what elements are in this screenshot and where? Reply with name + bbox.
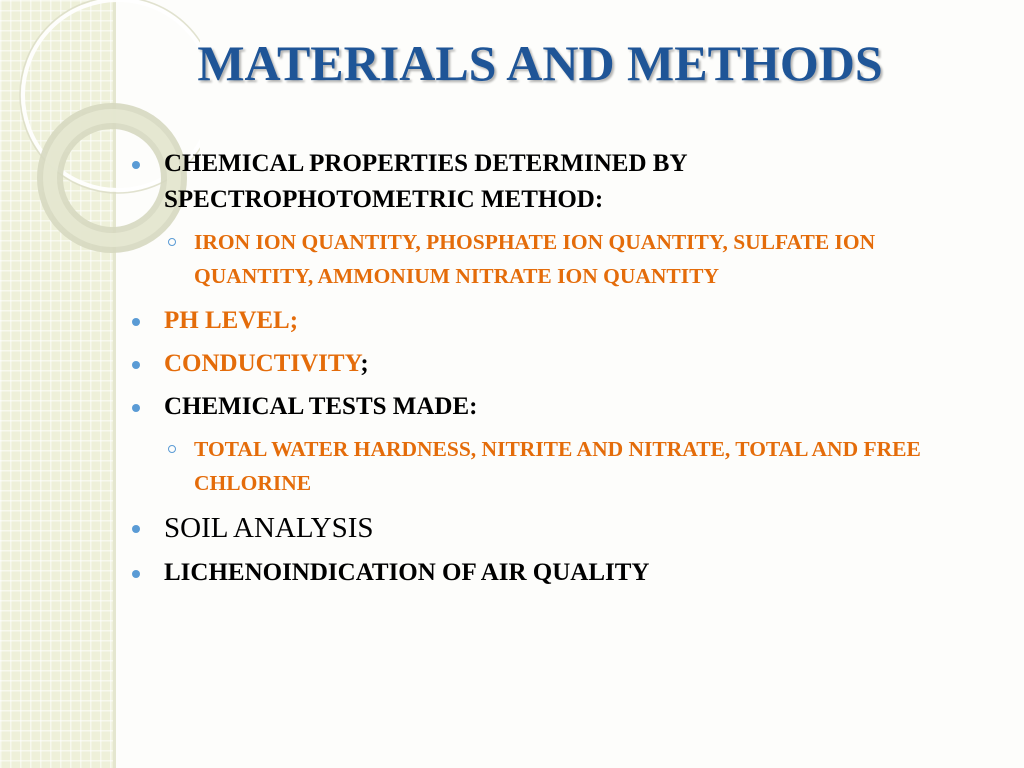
- bullet-item-conductivity: [132, 346, 932, 382]
- bullet-dot-icon: [132, 525, 140, 533]
- bullet-list: [132, 146, 932, 598]
- bullet-text: SOIL ANALYSIS: [164, 512, 374, 544]
- bullet-item-lichenoindication: [132, 555, 932, 591]
- bullet-dot-icon: [132, 361, 140, 369]
- sub-bullet-text: TOTAL WATER HARDNESS, NITRITE AND NITRATE, TOTAL AND FREE CHLORINE: [194, 437, 921, 495]
- bullet-dot-icon: [132, 161, 140, 169]
- sub-bullet-item-ion-quantities: [194, 225, 932, 293]
- bullet-item-chemical-properties: [132, 146, 932, 218]
- bullet-text: CHEMICAL PROPERTIES DETERMINED BY SPECTROPHOTOMETRIC METHOD:: [164, 150, 687, 213]
- sub-bullet-ring-icon: [168, 445, 176, 453]
- bullet-dot-icon: [132, 404, 140, 412]
- bullet-text: LICHENOINDICATION OF AIR QUALITY: [164, 559, 650, 586]
- bullet-text: PH LEVEL;: [164, 307, 299, 334]
- bullet-dot-icon: [132, 570, 140, 578]
- sub-bullet-ring-icon: [168, 238, 176, 246]
- bullet-text: CHEMICAL TESTS MADE:: [164, 393, 478, 420]
- slide-title: MATERIALS AND METHODS: [197, 35, 883, 91]
- bullet-text: CONDUCTIVITY: [164, 350, 361, 377]
- bullet-item-ph-level: [132, 303, 932, 339]
- bullet-suffix: ;: [360, 350, 369, 377]
- sub-bullet-item-water-tests: [194, 432, 932, 500]
- bullet-item-soil-analysis: [132, 510, 932, 548]
- sub-bullet-text: IRON ION QUANTITY, PHOSPHATE ION QUANTITY, SULFATE ION QUANTITY, AMMONIUM NITRATE ION QUANTITY: [194, 230, 876, 288]
- bullet-dot-icon: [132, 318, 140, 326]
- bullet-item-chemical-tests: [132, 389, 932, 425]
